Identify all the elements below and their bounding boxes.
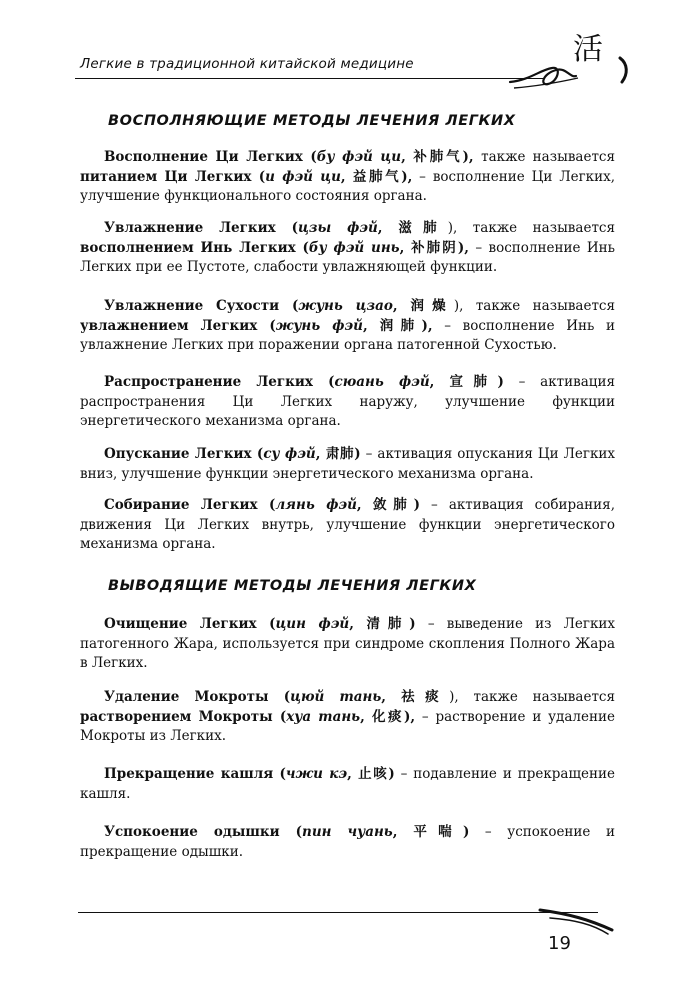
term: Собирание Легких ( — [104, 497, 276, 513]
page-number: 19 — [548, 933, 571, 954]
synonym-term: питанием Ци Легких ( — [80, 168, 266, 185]
pinyin: цзы фэй — [297, 220, 378, 236]
pinyin: су фэй — [263, 446, 316, 462]
definition: – активация собирания, движения Ци Легких внутрь, улучшение функции энергетического механизма органа. — [80, 497, 615, 552]
entry-moisten-dryness: Увлажнение Сухости (жунь цзао, 润燥), также называется увлажнением Легких (жунь фэй, 润肺), – восполнение Инь и увлажнение Легких при поражении органа патогенной Сухостью. — [80, 298, 615, 353]
hanzi: , 润燥 — [392, 298, 454, 314]
synonym-term: восполнением Инь Легких ( — [80, 239, 309, 256]
entry-moisten-lungs: Увлажнение Легких (цзы фэй, 滋肺), также называется восполнением Инь Легких (бу фэй инь, 补肺阴), – восполнение Инь Легких при ее Пустоте, слабости увлажняющей функции. — [80, 220, 615, 275]
pinyin: жунь цзао — [298, 298, 393, 314]
header-rule — [75, 78, 545, 79]
definition: – выведение из Легких патогенного Жара, используется при синдроме скопления Полного Жара в Легких. — [80, 616, 616, 671]
calligraphy-glyph: 活 — [573, 32, 603, 67]
synonym-term: растворением Мокроты ( — [80, 708, 287, 725]
pinyin: цюй тань — [290, 689, 382, 705]
section-heading-replenishing: ВОСПОЛНЯЮЩИЕ МЕТОДЫ ЛЕЧЕНИЯ ЛЕГКИХ — [108, 113, 516, 129]
section-heading-eliminating: ВЫВОДЯЩИЕ МЕТОДЫ ЛЕЧЕНИЯ ЛЕГКИХ — [108, 578, 477, 594]
hanzi: , 止咳) — [347, 766, 395, 782]
synonym-pinyin: бу фэй инь — [308, 239, 400, 256]
entry-replenish-lung-qi: Восполнение Ци Легких (бу фэй ци, 补肺气), также называется питанием Ци Легких (и фэй ци, 益肺气), – восполнение Ци Легких, улучшение функционального состояния органа. — [80, 149, 616, 204]
synonym-pinyin: и фэй ци — [265, 168, 341, 185]
pinyin: цин фэй — [275, 616, 350, 632]
definition: – подавление и прекращение кашля. — [80, 766, 615, 802]
term: Увлажнение Сухости ( — [104, 298, 299, 314]
synonym-hanzi: , 润肺), — [362, 317, 433, 334]
hanzi: , 敛肺) — [356, 497, 420, 513]
calligraphy-flourish — [500, 30, 640, 100]
entry-astringe-lungs — [80, 496, 615, 555]
definition: – восполнение Ци Легких, улучшение функционального состояния органа. — [80, 168, 615, 204]
pinyin: пин чуань — [302, 824, 393, 840]
running-header: Легкие в традиционной китайской медицине — [80, 56, 414, 72]
term: Опускание Легких ( — [104, 446, 264, 462]
entry-calm-dyspnea — [80, 823, 615, 862]
pinyin: чжи кэ — [285, 766, 348, 782]
definition: – активация опускания Ци Легких вниз, улучшение функции энергетического механизма органа. — [80, 446, 615, 482]
term: Увлажнение Легких ( — [104, 220, 298, 236]
term: Восполнение Ци Легких ( — [104, 149, 317, 165]
hanzi: , 补肺气), — [401, 149, 482, 165]
term: Очищение Легких ( — [104, 616, 276, 632]
entry-stop-cough — [80, 765, 615, 804]
entry-disperse-lungs — [80, 373, 615, 432]
hanzi: , 肃肺) — [315, 446, 361, 462]
term: Успокоение одышки ( — [104, 824, 303, 840]
synonym-term: увлажнением Легких ( — [80, 317, 276, 334]
pinyin: сюань фэй — [334, 374, 430, 390]
synonym-pinyin: хуа тань — [286, 708, 361, 725]
term: Распространение Легких ( — [104, 374, 335, 390]
entry-remove-phlegm: Удаление Мокроты (цюй тань, 祛痰), также называется растворением Мокроты (хуа тань, 化痰), – растворение и удаление Мокроты из Легких. — [80, 689, 615, 744]
definition: – растворение и удаление Мокроты из Легких. — [80, 708, 615, 744]
definition: – восполнение Инь Легких при ее Пустоте, слабости увлажняющей функции. — [80, 239, 615, 275]
entry-clear-lungs — [80, 615, 615, 674]
entry-descend-lungs — [80, 445, 615, 484]
hanzi: , 滋肺 — [377, 220, 448, 236]
term: Удаление Мокроты ( — [104, 689, 291, 705]
synonym-hanzi: , 补肺阴), — [399, 239, 469, 256]
synonym-pinyin: жунь фэй — [275, 317, 363, 334]
term: Прекращение кашля ( — [104, 766, 286, 782]
hanzi: , 平喘) — [392, 824, 470, 840]
hanzi: , 清肺) — [349, 616, 416, 632]
hanzi: , 祛痰 — [381, 689, 450, 705]
synonym-hanzi: , 化痰), — [360, 708, 416, 725]
pinyin: бу фэй ци — [316, 149, 402, 165]
definition: – успокоение и прекращение одышки. — [80, 824, 615, 860]
hanzi: , 宣肺) — [429, 374, 504, 390]
definition: – восполнение Инь и увлажнение Легких при поражении органа патогенной Сухостью. — [80, 317, 615, 353]
pinyin: лянь фэй — [275, 497, 357, 513]
definition: – активация распространения Ци Легких наружу, улучшение функции энергетического механизма органа. — [80, 374, 615, 429]
synonym-hanzi: , 益肺气), — [340, 168, 413, 185]
